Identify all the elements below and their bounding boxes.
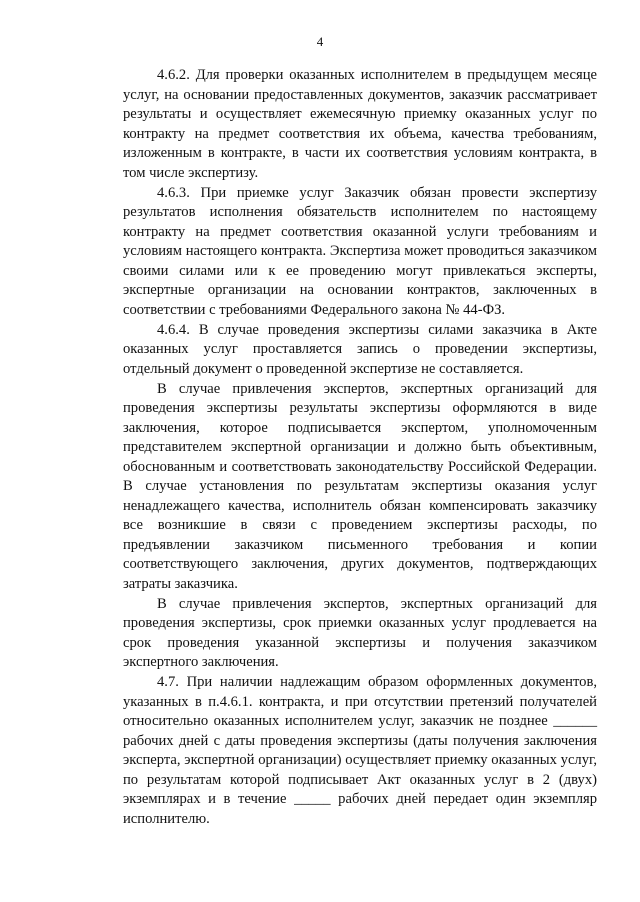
paragraph-expert-conclusion: В случае привлечения экспертов, экспертных организаций для проведения экспертизы результаты экспертизы оформляются в виде заключения, которое подписывается экспертом, уполномоченным представителем экспертной организации и должно быть объективным, обоснованным и соответствовать законодательству Российской Федерации. В случае установления по результатам экспертизы оказания услуг ненадлежащего качества, исполнитель обязан компенсировать заказчику все возникшие в связи с проведением экспертизы расходы, по предъявлении заказчиком письменного требования и копии соответствующего заключения, других документов, подтверждающих затраты заказчика. bbox=[123, 380, 597, 592]
page-number: 4 bbox=[316, 34, 324, 49]
paragraph-acceptance-extension: В случае привлечения экспертов, экспертных организаций для проведения экспертизы, срок приемки оказанных услуг продлевается на срок проведения указанной экспертизы и получения заказчиком экспертного заключения. bbox=[123, 595, 597, 670]
document-body bbox=[123, 66, 597, 829]
paragraph-4-6-4: 4.6.4. В случае проведения экспертизы силами заказчика в Акте оказанных услуг проставляется запись о проведении экспертизы, отдельный документ о проведенной экспертизе не составляется. bbox=[123, 321, 597, 377]
paragraph-4-6-2: 4.6.2. Для проверки оказанных исполнителем в предыдущем месяце услуг, на основании предоставленных документов, заказчик рассматривает результаты и осуществляет ежемесячную приемку оказанных услуг по контракту на предмет соответствия их объема, качества требованиям, изложенным в контракте, в части их соответствия условиям контракта, в том числе экспертизу. bbox=[123, 67, 597, 181]
paragraph-4-7: 4.7. При наличии надлежащим образом оформленных документов, указанных в п.4.6.1. контракта, и при отсутствии претензий получателей относительно оказанных исполнителем услуг, заказчик не позднее ______ рабочих дней с даты проведения экспертизы (даты получения заключения эксперта, экспертной организации) осуществляет приемку оказанных услуг, по результатам которой подписывает Акт оказанных услуг в 2 (двух) экземплярах и в течение _____ рабочих дней передает один экземпляр исполнителю. bbox=[123, 674, 597, 827]
paragraph-4-6-3: 4.6.3. При приемке услуг Заказчик обязан провести экспертизу результатов исполнения обязательств исполнителем по настоящему контракту на предмет соответствия оказанной услуги требованиям и условиям настоящего контракта. Экспертиза может проводиться заказчиком своими силами или к ее проведению могут привлекаться эксперты, экспертные организации на основании контрактов, заключенных в соответствии с требованиями Федерального закона № 44-ФЗ. bbox=[123, 184, 597, 318]
